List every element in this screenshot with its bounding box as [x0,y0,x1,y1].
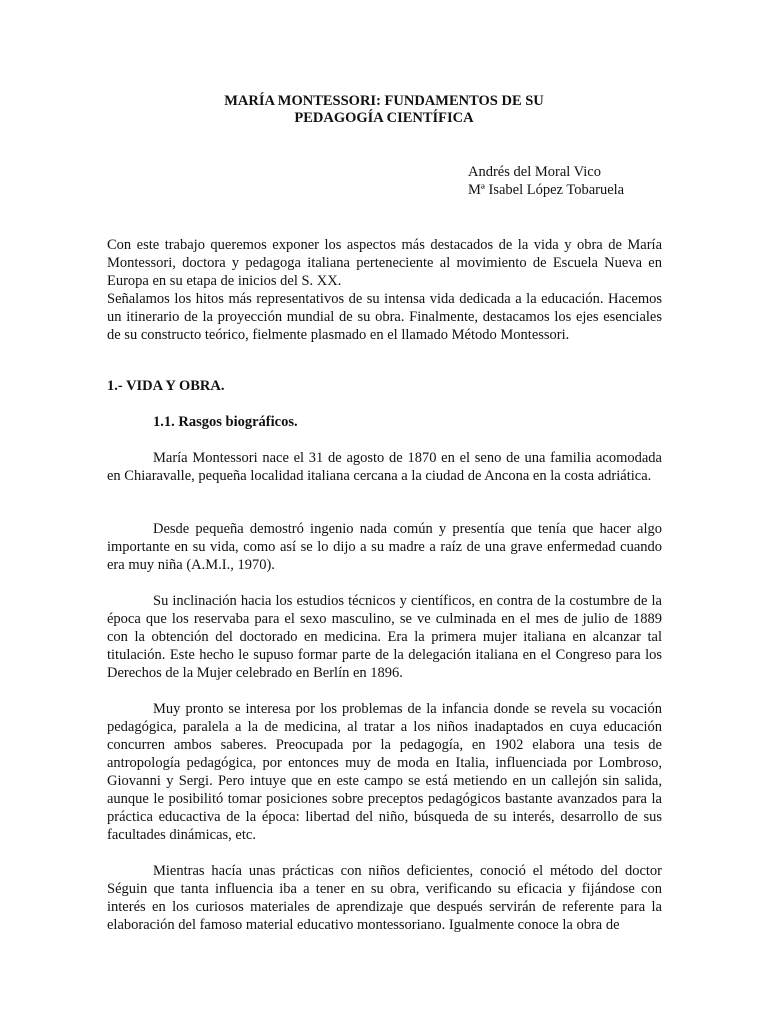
body-paragraph-2: Desde pequeña demostró ingenio nada común y presentía que tenía que hacer algo importante en su vida, como así se lo dijo a su madre a raíz de una grave enfermedad cuando era muy niña (A.M.I., 1970). [107,521,662,573]
body-paragraph-1: María Montessori nace el 31 de agosto de 1870 en el seno de una familia acomodada en Chiaravalle, pequeña localidad italiana cercana a la ciudad de Ancona en la costa adriática. [107,450,662,484]
body-paragraph-4: Muy pronto se interesa por los problemas de la infancia donde se revela su vocación pedagógica, paralela a la de medicina, al tratar a los niños inadaptados en cuya educación concurren ambos saberes. Preocupada por la pedagogía, en 1902 elabora una tesis de antropología pedagógica, por entonces muy de moda en Italia, influenciada por Lombroso, Giovanni y Sergi. Pero intuye que en este campo se está metiendo en un callejón sin salida, aunque le posibilitó tomar posiciones sobre preceptos pedagógicos bastante avanzados para la práctica educactiva de la época: libertad del niño, búsqueda de su interés, desarrollo de sus facultades dinámicas, etc. [107,701,662,843]
abstract-paragraph-1: Con este trabajo queremos exponer los aspectos más destacados de la vida y obra de María Montessori, doctora y pedagoga italiana perteneciente al movimiento de Escuela Nueva en Europa en su etapa de inicios del S. XX. [107,237,662,289]
author-2: Mª Isabel López Tobaruela [468,182,625,198]
abstract-paragraph-2: Señalamos los hitos más representativos de su intensa vida dedicada a la educación. Hacemos un itinerario de la proyección mundial de su obra. Finalmente, destacamos los ejes esenciales de su constructo teórico, fielmente plasmado en el llamado Método Montessori. [107,291,662,343]
document-title-line-1: MARÍA MONTESSORI: FUNDAMENTOS DE SU [224,93,544,109]
subsection-heading: 1.1. Rasgos biográficos. [153,414,298,430]
author-1: Andrés del Moral Vico [468,164,601,180]
section-heading: 1.- VIDA Y OBRA. [107,378,225,394]
body-paragraph-3: Su inclinación hacia los estudios técnicos y científicos, en contra de la costumbre de la época que los reservaba para el sexo masculino, se ve culminada en el mes de julio de 1889 con la obtención del doctorado en medicina. Era la primera mujer italiana en alcanzar tal titulación. Este hecho le supuso formar parte de la delegación italiana en el Congreso para los Derechos de la Mujer celebrado en Berlín en 1896. [107,593,662,681]
document-title-line-2: PEDAGOGÍA CIENTÍFICA [294,110,474,126]
body-paragraph-5: Mientras hacía unas prácticas con niños deficientes, conoció el método del doctor Séguin que tanta influencia iba a tener en su obra, verificando su eficacia y fijándose con interés en los curiosos materiales de aprendizaje que después servirán de referente para la elaboración del famoso material educativo montessoriano. Igualmente conoce la obra de [107,863,662,933]
